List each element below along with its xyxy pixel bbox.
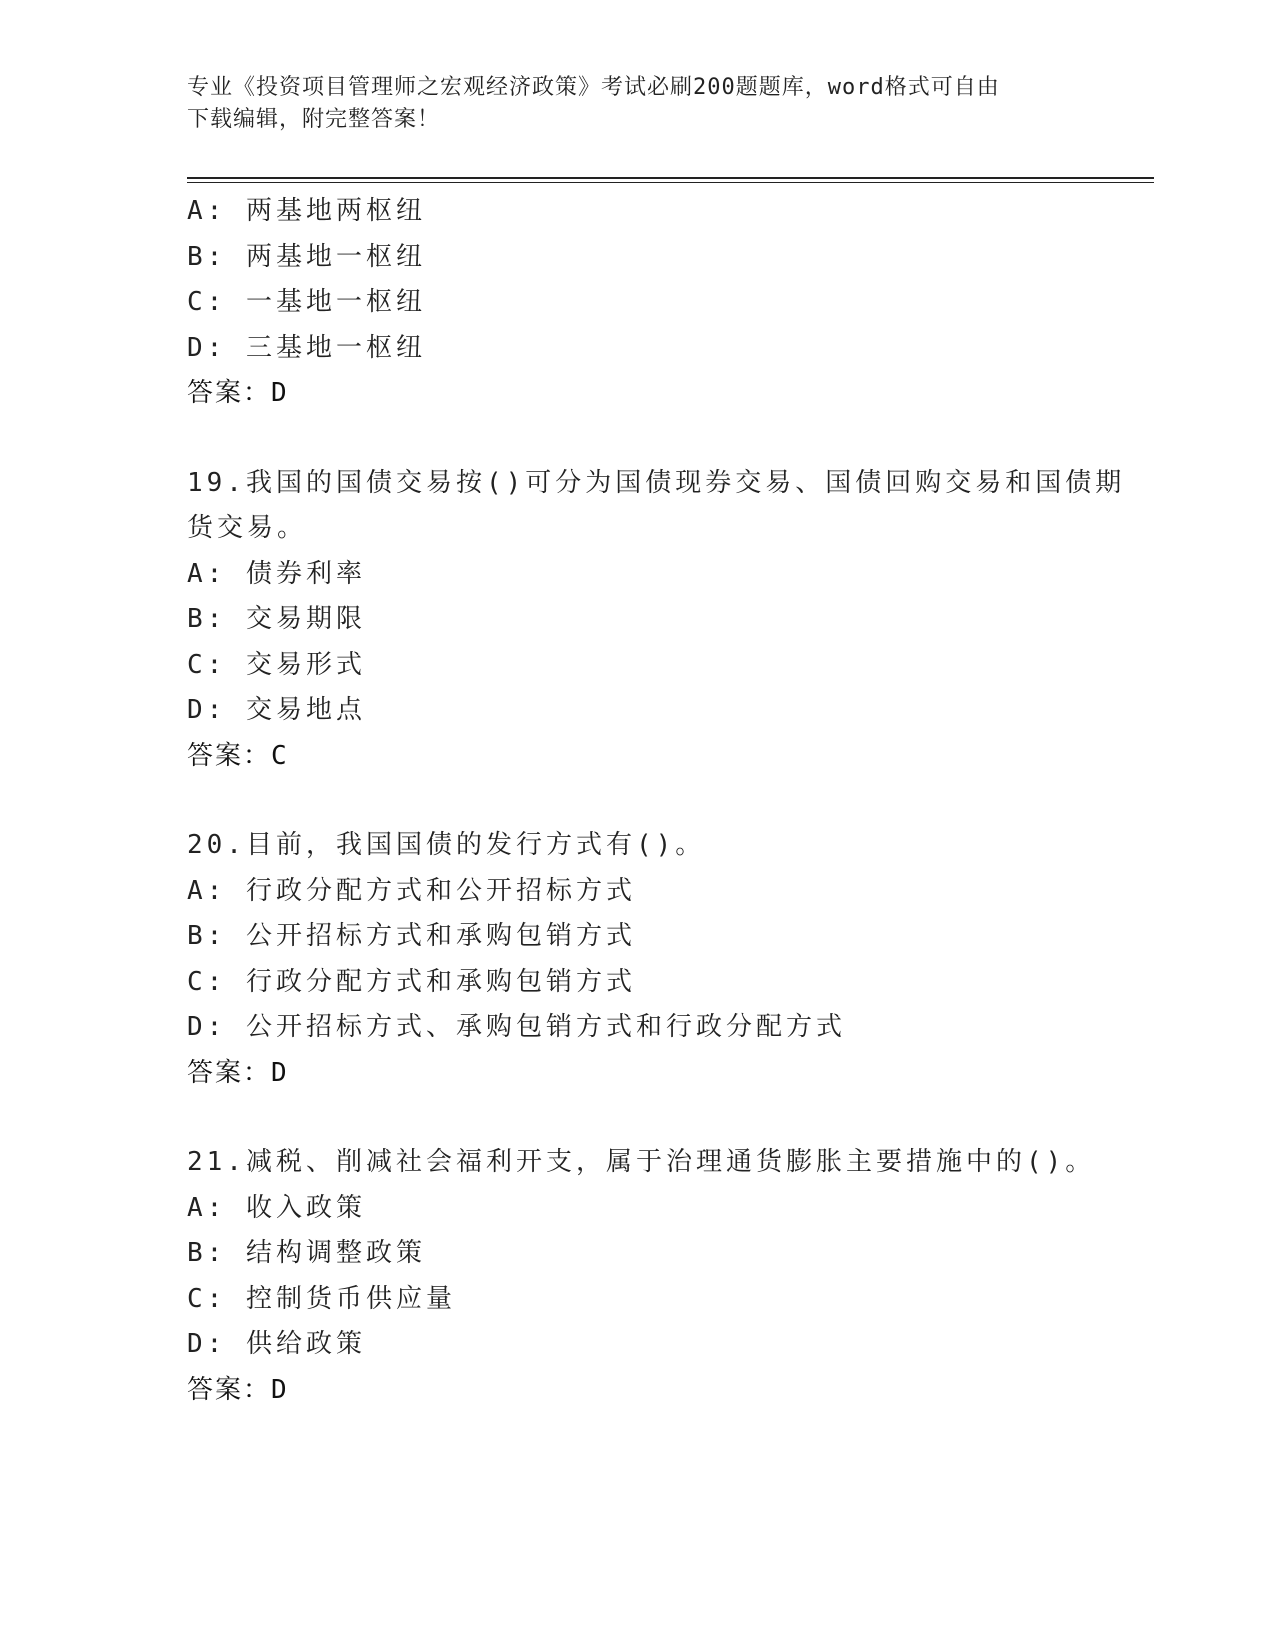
question-stem: 21.减税、削减社会福利开支，属于治理通货膨胀主要措施中的()。 bbox=[187, 1147, 1096, 1177]
question-21 bbox=[187, 1140, 1096, 1413]
option-d: D: 交易地点 bbox=[187, 695, 366, 725]
answer: 答案：D bbox=[187, 1057, 289, 1088]
option-b: B: 两基地一枢纽 bbox=[187, 241, 426, 272]
question-stem-line-2: 货交易。 bbox=[187, 513, 308, 543]
option-a: A: 债券利率 bbox=[187, 558, 366, 589]
header-divider-thick bbox=[187, 177, 1154, 179]
question-stem-line-1: 19.我国的国债交易按()可分为国债现券交易、国债回购交易和国债期 bbox=[187, 467, 1126, 498]
option-a: A: 两基地两枢纽 bbox=[187, 196, 426, 226]
question-18 bbox=[187, 189, 1087, 417]
question-stem: 20.目前，我国国债的发行方式有()。 bbox=[187, 830, 706, 860]
option-b: B: 公开招标方式和承购包销方式 bbox=[187, 921, 636, 951]
question-list bbox=[187, 189, 1126, 1413]
answer: 答案：D bbox=[187, 378, 289, 408]
option-c: C: 行政分配方式和承购包销方式 bbox=[187, 966, 636, 997]
answer: 答案：C bbox=[187, 740, 289, 771]
header-line-2: 下载编辑，附完整答案！ bbox=[187, 107, 441, 132]
option-b: B: 结构调整政策 bbox=[187, 1238, 426, 1268]
option-b: B: 交易期限 bbox=[187, 604, 366, 634]
option-d: D: 公开招标方式、承购包销方式和行政分配方式 bbox=[187, 1012, 846, 1042]
option-d: D: 三基地一枢纽 bbox=[187, 332, 426, 363]
header-line-1: 专业《投资项目管理师之宏观经济政策》考试必刷200题题库，word格式可自由 bbox=[187, 75, 1000, 100]
option-d: D: 供给政策 bbox=[187, 1329, 366, 1359]
question-20 bbox=[187, 823, 1087, 1096]
option-a: A: 收入政策 bbox=[187, 1192, 366, 1223]
option-c: C: 一基地一枢纽 bbox=[187, 287, 426, 317]
option-c: C: 控制货币供应量 bbox=[187, 1283, 456, 1314]
header-divider-thin bbox=[187, 182, 1154, 183]
option-a: A: 行政分配方式和公开招标方式 bbox=[187, 875, 636, 906]
question-19 bbox=[187, 461, 1126, 780]
document-header bbox=[187, 72, 1087, 136]
answer: 答案：D bbox=[187, 1374, 289, 1405]
option-c: C: 交易形式 bbox=[187, 649, 366, 680]
